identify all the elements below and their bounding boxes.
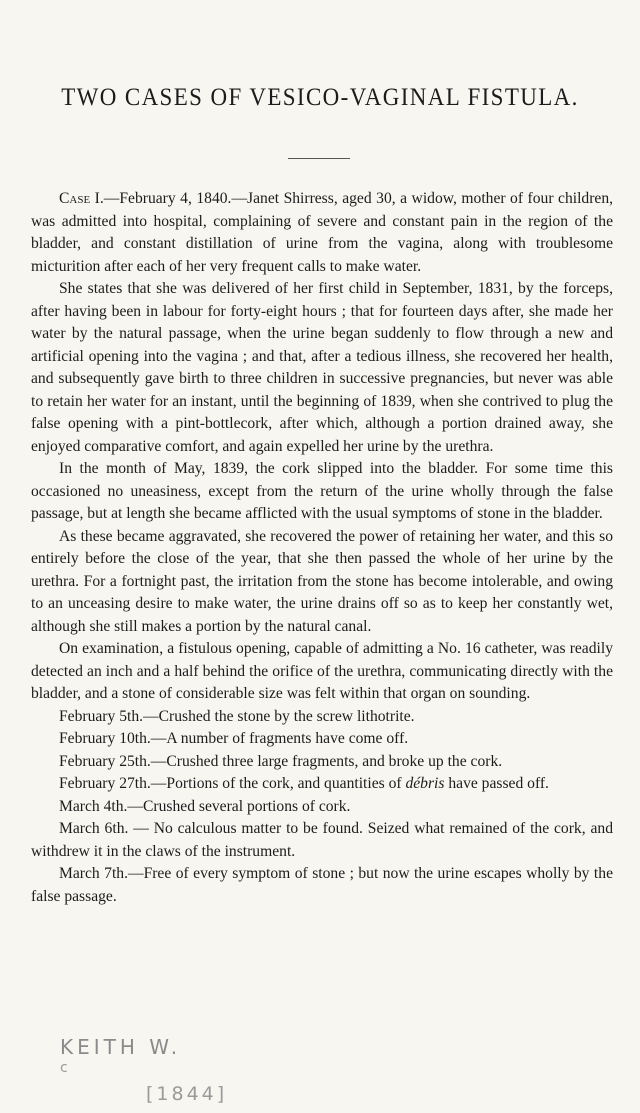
entry-feb-5: February 5th.—Crushed the stone by the screw lithotrite. [59, 707, 415, 725]
case-label: Case I. [59, 190, 104, 207]
entry-mar-6: March 6th. — No calculous matter to be found. Seized what remained of the cork, and withdrew it in the claws of the instrument. [31, 820, 613, 860]
entry-feb-27: February 27th.—Portions of the cork, and quantities of débris have passed off. [59, 775, 549, 792]
handwritten-mark: c [60, 1060, 68, 1076]
paragraph-aggravated: As these became aggravated, she recovered the power of retaining her water, and this so entirely before the close of the year, that she then passed the whole of her urine by the urethra. For a fortnight past, the irritation from the stone has become intolerable, and owing to an unceasing desire to make water, the urine drains off so as to keep her constantly wet, although she still makes a portion by the natural canal. [31, 527, 613, 635]
page-title: TWO CASES OF VESICO-VAGINAL FISTULA. [61, 84, 579, 111]
entry-mar-7: March 7th.—Free of every symptom of stone ; but now the urine escapes wholly by the false passage. [31, 865, 613, 905]
paragraph-intro: Case I.—February 4, 1840.—Janet Shirress, aged 30, a widow, mother of four children, was admitted into hospital, complaining of severe and constant pain in the region of the bladder, and constant distillation of urine from the vagina, along with troublesome micturition after each of her very frequent calls to make water. [31, 190, 614, 275]
case-text [31, 188, 613, 908]
entry-mar-4: March 4th.—Crushed several portions of cork. [59, 797, 351, 815]
entry-feb-25: February 25th.—Crushed three large fragments, and broke up the cork. [59, 752, 503, 770]
entry-feb-10: February 10th.—A number of fragments have come off. [59, 730, 409, 747]
paragraph-history: She states that she was delivered of her first child in September, 1831, by the forceps, after having been in labour for forty-eight hours ; that for fourteen days after, she made her water by the natural passage, when the urine began suddenly to flow through a new and artificial opening into the vagina ; and that, after a tedious illness, she recovered her health, and subsequently gave birth to three children in successive pregnancies, but never was able to retain her water for an instant, until the beginning of 1839, when she contrived to plug the false opening with a pint-bottlecork, after which, although a portion drained away, she enjoyed comparative comfort, and again expelled her urine by the urethra. [31, 280, 613, 455]
handwritten-annotation: KEITH W. [60, 1035, 182, 1059]
paragraph-examination: On examination, a fistulous opening, capable of admitting a No. 16 catheter, was readily detected an inch and a half behind the orifice of the urethra, communicating directly with the bladder, and a stone of considerable size was felt within that organ on sounding. [31, 640, 613, 702]
catalog-stamp: [1844] [146, 1083, 228, 1105]
title-divider [288, 158, 350, 159]
paragraph-may-1839: In the month of May, 1839, the cork slipped into the bladder. For some time this occasioned no uneasiness, except from the return of the urine wholly through the false passage, but at length she became afflicted with the usual symptoms of stone in the bladder. [31, 460, 613, 522]
